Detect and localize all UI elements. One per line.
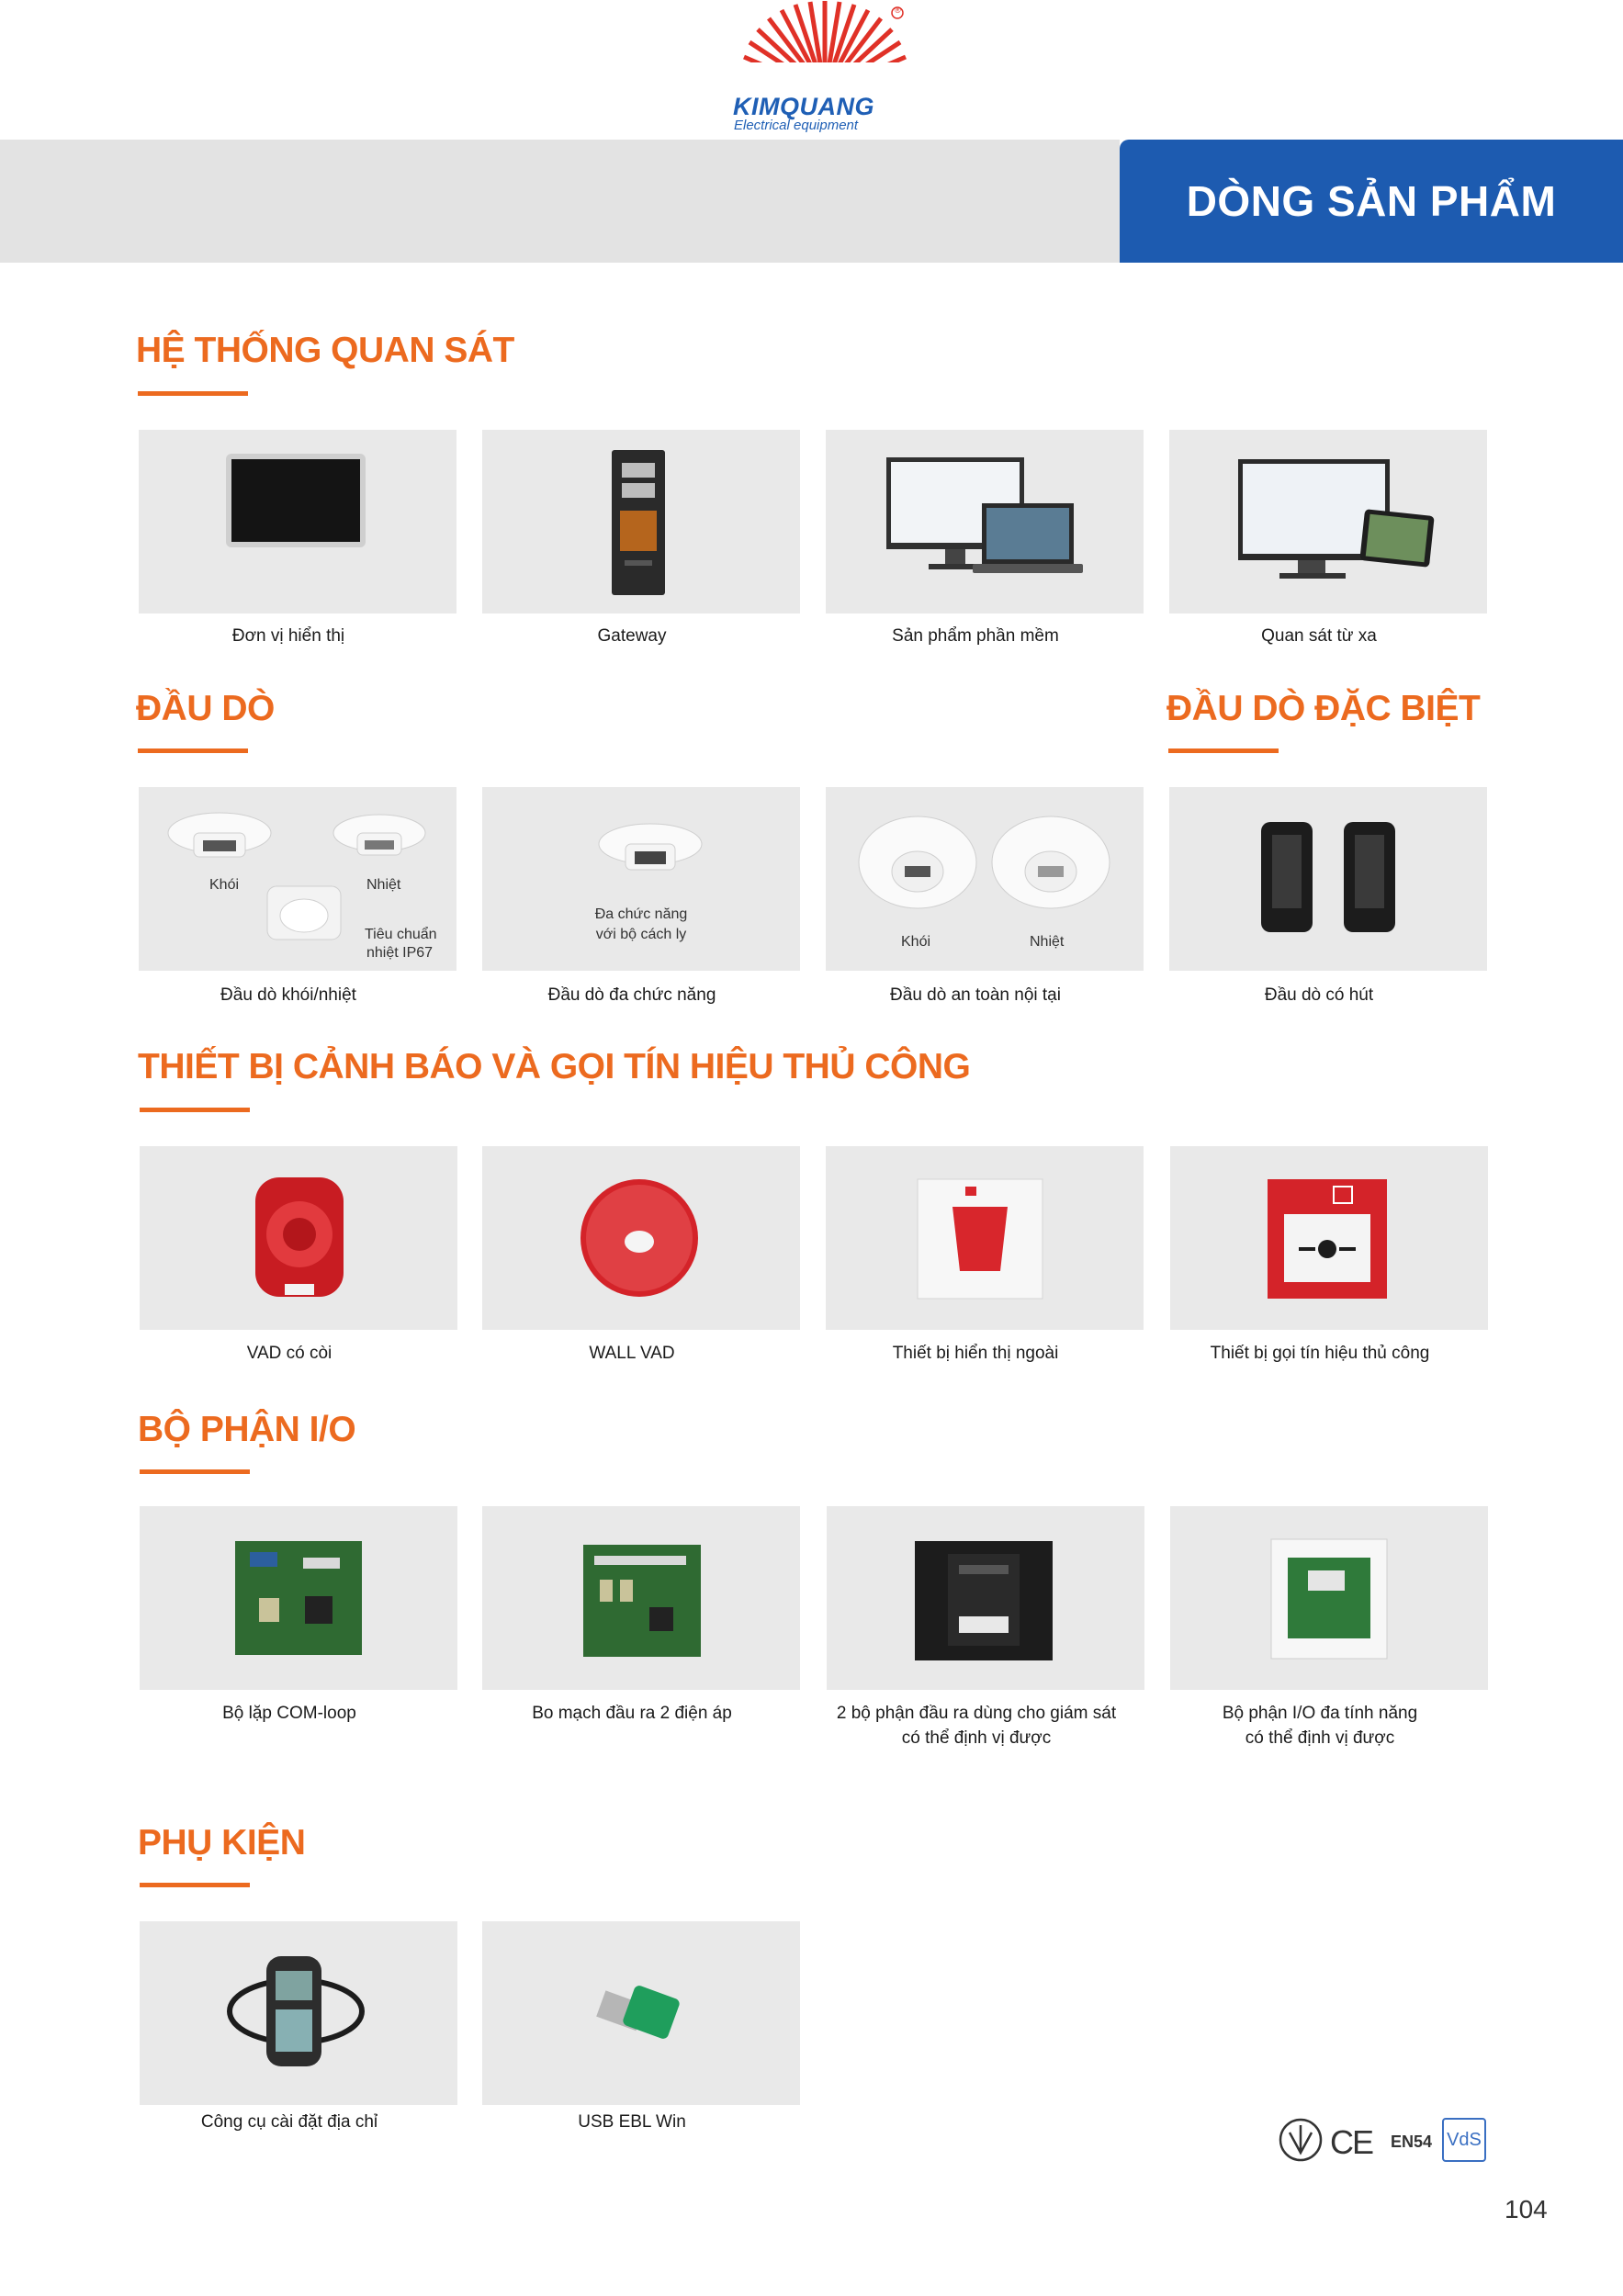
product-card-vad-sounder xyxy=(140,1146,457,1330)
product-card-gateway xyxy=(482,430,800,613)
output-board-icon xyxy=(482,1506,800,1690)
product-card-multi xyxy=(482,787,800,971)
product-caption: Gateway xyxy=(597,626,667,646)
remote-monitor-icon xyxy=(1169,430,1487,613)
detector-label-ip67-1: Tiêu chuẩn xyxy=(365,927,437,942)
aspirating-detector-icon xyxy=(1169,787,1487,971)
detector-label-is-smoke: Khói xyxy=(901,934,931,950)
product-card-aspirating xyxy=(1169,787,1487,971)
product-caption: USB EBL Win xyxy=(578,2112,686,2132)
product-card-com-loop xyxy=(140,1506,457,1690)
detector-label-heat: Nhiệt xyxy=(366,877,401,893)
detector-label-multi-1: Đa chức năng xyxy=(594,906,688,922)
product-caption: Sản phẩm phần mềm xyxy=(892,626,1059,646)
product-caption: Đơn vị hiển thị xyxy=(231,626,345,646)
kimquang-logo xyxy=(726,0,937,138)
section-title-io: BỘ PHẬN I/O xyxy=(138,1410,356,1449)
product-caption: Đầu dò đa chức năng xyxy=(547,985,716,1005)
product-card-address-tool xyxy=(140,1921,457,2105)
product-card-usb-ebl xyxy=(482,1921,800,2105)
product-card-remote-indicator xyxy=(826,1146,1144,1330)
product-caption-line2: có thể định vị được xyxy=(901,1728,1052,1748)
section-title-accessories: PHỤ KIỆN xyxy=(138,1823,306,1863)
circuit-board-icon xyxy=(140,1506,457,1690)
product-card-remote xyxy=(1169,430,1487,613)
detector-label-ip67-2: nhiệt IP67 xyxy=(366,945,434,961)
product-caption: WALL VAD xyxy=(589,1344,675,1363)
product-caption: Quan sát từ xa xyxy=(1261,626,1377,646)
product-caption: Thiết bị hiển thị ngoài xyxy=(892,1344,1059,1363)
cert-mark-icon xyxy=(1277,2112,1332,2167)
intrinsic-safe-detector-icon xyxy=(826,787,1144,971)
detector-label-is-heat: Nhiệt xyxy=(1030,934,1065,950)
product-card-wall-vad xyxy=(482,1146,800,1330)
product-card-software xyxy=(826,430,1144,613)
vad-sounder-icon xyxy=(140,1146,457,1330)
gateway-icon xyxy=(482,430,800,613)
software-monitor-icon xyxy=(826,430,1144,613)
section-underline xyxy=(140,1883,250,1887)
product-caption: Bộ phận I/O đa tính năng xyxy=(1222,1704,1418,1723)
product-caption: Đầu dò khói/nhiệt xyxy=(220,985,356,1005)
product-card-display-unit xyxy=(139,430,456,613)
certification-marks xyxy=(1277,2112,1488,2167)
logo-name: KIMQUANG xyxy=(733,93,874,120)
section-underline xyxy=(138,391,248,396)
header-banner xyxy=(0,140,1120,263)
section-underline xyxy=(140,1108,250,1112)
product-card-output-board xyxy=(482,1506,800,1690)
page-title: DÒNG SẢN PHẨM xyxy=(1186,177,1557,225)
sunburst-logo-icon xyxy=(726,0,937,96)
product-caption: Công cụ cài đặt địa chỉ xyxy=(200,2112,378,2132)
usb-stick-icon xyxy=(482,1921,800,2105)
product-caption: Đầu dò có hút xyxy=(1264,985,1374,1005)
address-tool-icon xyxy=(140,1921,457,2105)
section-title-alarm: THIẾT BỊ CẢNH BÁO VÀ GỌI TÍN HIỆU THỦ CÔNG xyxy=(138,1047,971,1086)
vds-mark: VdS xyxy=(1442,2118,1486,2162)
ce-mark: CE xyxy=(1330,2123,1373,2161)
section-title-special-detectors: ĐẦU DÒ ĐẶC BIỆT xyxy=(1167,689,1481,728)
supervised-output-icon xyxy=(827,1506,1144,1690)
detector-label-smoke: Khói xyxy=(209,877,240,893)
registered-mark: ® xyxy=(895,6,901,15)
section-title-detectors: ĐẦU DÒ xyxy=(136,689,275,728)
logo-tagline: Electrical equipment xyxy=(734,118,859,133)
display-unit-icon xyxy=(139,430,456,613)
product-caption: Thiết bị gọi tín hiệu thủ công xyxy=(1210,1344,1430,1363)
page-number: 104 xyxy=(1505,2195,1548,2223)
section-title-monitoring: HỆ THỐNG QUAN SÁT xyxy=(136,331,514,370)
en54-mark: EN54 xyxy=(1391,2133,1433,2151)
wall-vad-icon xyxy=(482,1146,800,1330)
product-card-smoke-heat xyxy=(139,787,456,971)
product-card-manual-call-point xyxy=(1170,1146,1488,1330)
product-card-intrinsic xyxy=(826,787,1144,971)
manual-call-point-icon xyxy=(1170,1146,1488,1330)
product-card-multi-io xyxy=(1170,1506,1488,1690)
product-caption-line2: có thể định vị được xyxy=(1245,1728,1395,1748)
product-caption: 2 bộ phận đầu ra dùng cho giám sát xyxy=(836,1704,1117,1723)
multi-io-icon xyxy=(1170,1506,1488,1690)
product-caption: VAD có còi xyxy=(246,1344,332,1363)
multi-detector-icon xyxy=(482,787,800,971)
remote-indicator-icon xyxy=(826,1146,1144,1330)
product-caption: Đầu dò an toàn nội tại xyxy=(890,985,1061,1005)
section-underline xyxy=(140,1469,250,1474)
product-caption: Bộ lặp COM-loop xyxy=(222,1704,356,1723)
detector-label-multi-2: với bộ cách ly xyxy=(595,927,687,942)
smoke-heat-detector-icon xyxy=(139,787,456,971)
section-underline xyxy=(138,748,248,753)
product-caption: Bo mạch đầu ra 2 điện áp xyxy=(532,1704,732,1723)
product-card-supervised-output xyxy=(827,1506,1144,1690)
section-underline xyxy=(1168,748,1279,753)
